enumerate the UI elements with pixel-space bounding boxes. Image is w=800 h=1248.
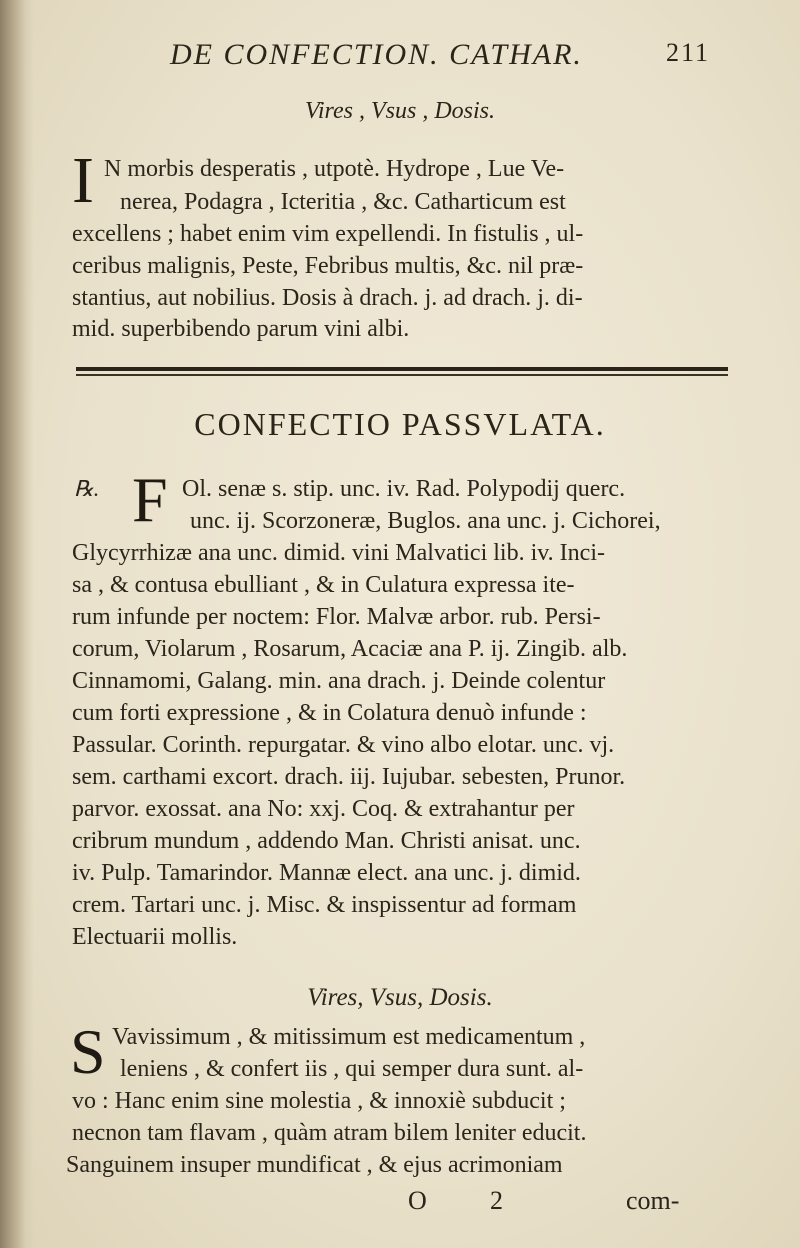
text-line: parvor. exossat. ana No: xxj. Coq. & extrahantur per <box>72 796 575 822</box>
text-line: Passular. Corinth. repurgatar. & vino albo elotar. unc. vj. <box>72 732 615 758</box>
divider-rule <box>76 367 728 371</box>
text-line: vo : Hanc enim sine molestia , & innoxiè subducit ; <box>72 1088 566 1114</box>
recipe-sign: ℞. <box>74 476 100 501</box>
text-line: unc. ij. Scorzoneræ, Buglos. ana unc. j. Cichorei, <box>190 508 661 534</box>
text-line: Ol. senæ s. stip. unc. iv. Rad. Polypodij querc. <box>182 476 626 502</box>
running-head <box>170 38 710 82</box>
text-line: corum, Violarum , Rosarum, Acaciæ ana P. ij. Zingib. alb. <box>72 636 628 662</box>
signature-number: 2 <box>490 1186 503 1215</box>
text-line: Sanguinem insuper mundificat , & ejus acrimoniam <box>66 1152 563 1178</box>
text-line: sem. carthami excort. drach. iij. Iujubar. sebesten, Prunor. <box>72 764 626 790</box>
text-line: mid. superbibendo parum vini albi. <box>72 316 410 342</box>
text-line: Cinnamomi, Galang. min. ana drach. j. Deinde colentur <box>72 668 606 694</box>
divider-rule-thin <box>76 374 728 376</box>
text-line: Vavissimum , & mitissimum est medicamentum , <box>112 1024 586 1050</box>
section-title: CONFECTIO PASSVLATA. <box>194 406 606 442</box>
text-line: iv. Pulp. Tamarindor. Mannæ elect. ana unc. j. dimid. <box>72 860 581 886</box>
dropcap-i: I <box>72 144 94 217</box>
subhead-vires-usus-dosis-2: Vires, Vsus, Dosis. <box>307 984 493 1011</box>
dropcap-f: F <box>132 464 168 535</box>
binding-shadow <box>0 0 34 1248</box>
text-line: necnon tam flavam , quàm atram bilem leniter educit. <box>72 1120 587 1146</box>
text-line: crem. Tartari unc. j. Misc. & inspissentur ad formam <box>72 892 577 918</box>
text-line: ceribus malignis, Peste, Febribus multis, &c. nil præ- <box>72 253 584 279</box>
text-line: leniens , & confert iis , qui semper dura sunt. al- <box>120 1056 584 1082</box>
page-number: 211 <box>665 38 710 67</box>
text-line: nerea, Podagra , Icteritia , &c. Catharticum est <box>120 189 566 215</box>
text-line: cribrum mundum , addendo Man. Christi anisat. unc. <box>72 828 581 854</box>
signature-mark: O <box>408 1186 427 1215</box>
subhead-vires-usus-dosis-1: Vires , Vsus , Dosis. <box>304 98 495 124</box>
catchline <box>0 1186 800 1220</box>
dropcap-s: S <box>70 1016 106 1087</box>
catchword: com- <box>626 1186 680 1215</box>
text-line: stantius, aut nobilius. Dosis à drach. j. ad drach. j. di- <box>72 285 583 311</box>
text-line: cum forti expressione , & in Colatura denuò infunde : <box>72 700 587 726</box>
text-line: rum infunde per noctem: Flor. Malvæ arbor. rub. Persi- <box>72 604 601 630</box>
text-line: Electuarii mollis. <box>72 924 238 950</box>
text-line: N morbis desperatis , utpotè. Hydrope , Lue Ve- <box>104 156 565 182</box>
text-line: excellens ; habet enim vim expellendi. In fistulis , ul- <box>72 221 584 247</box>
text-line: Glycyrrhizæ ana unc. dimid. vini Malvatici lib. iv. Inci- <box>72 540 605 566</box>
text-line: sa , & contusa ebulliant , & in Culatura expressa ite- <box>72 572 575 598</box>
running-head-title: DE CONFECTION. CATHAR. <box>170 38 583 71</box>
